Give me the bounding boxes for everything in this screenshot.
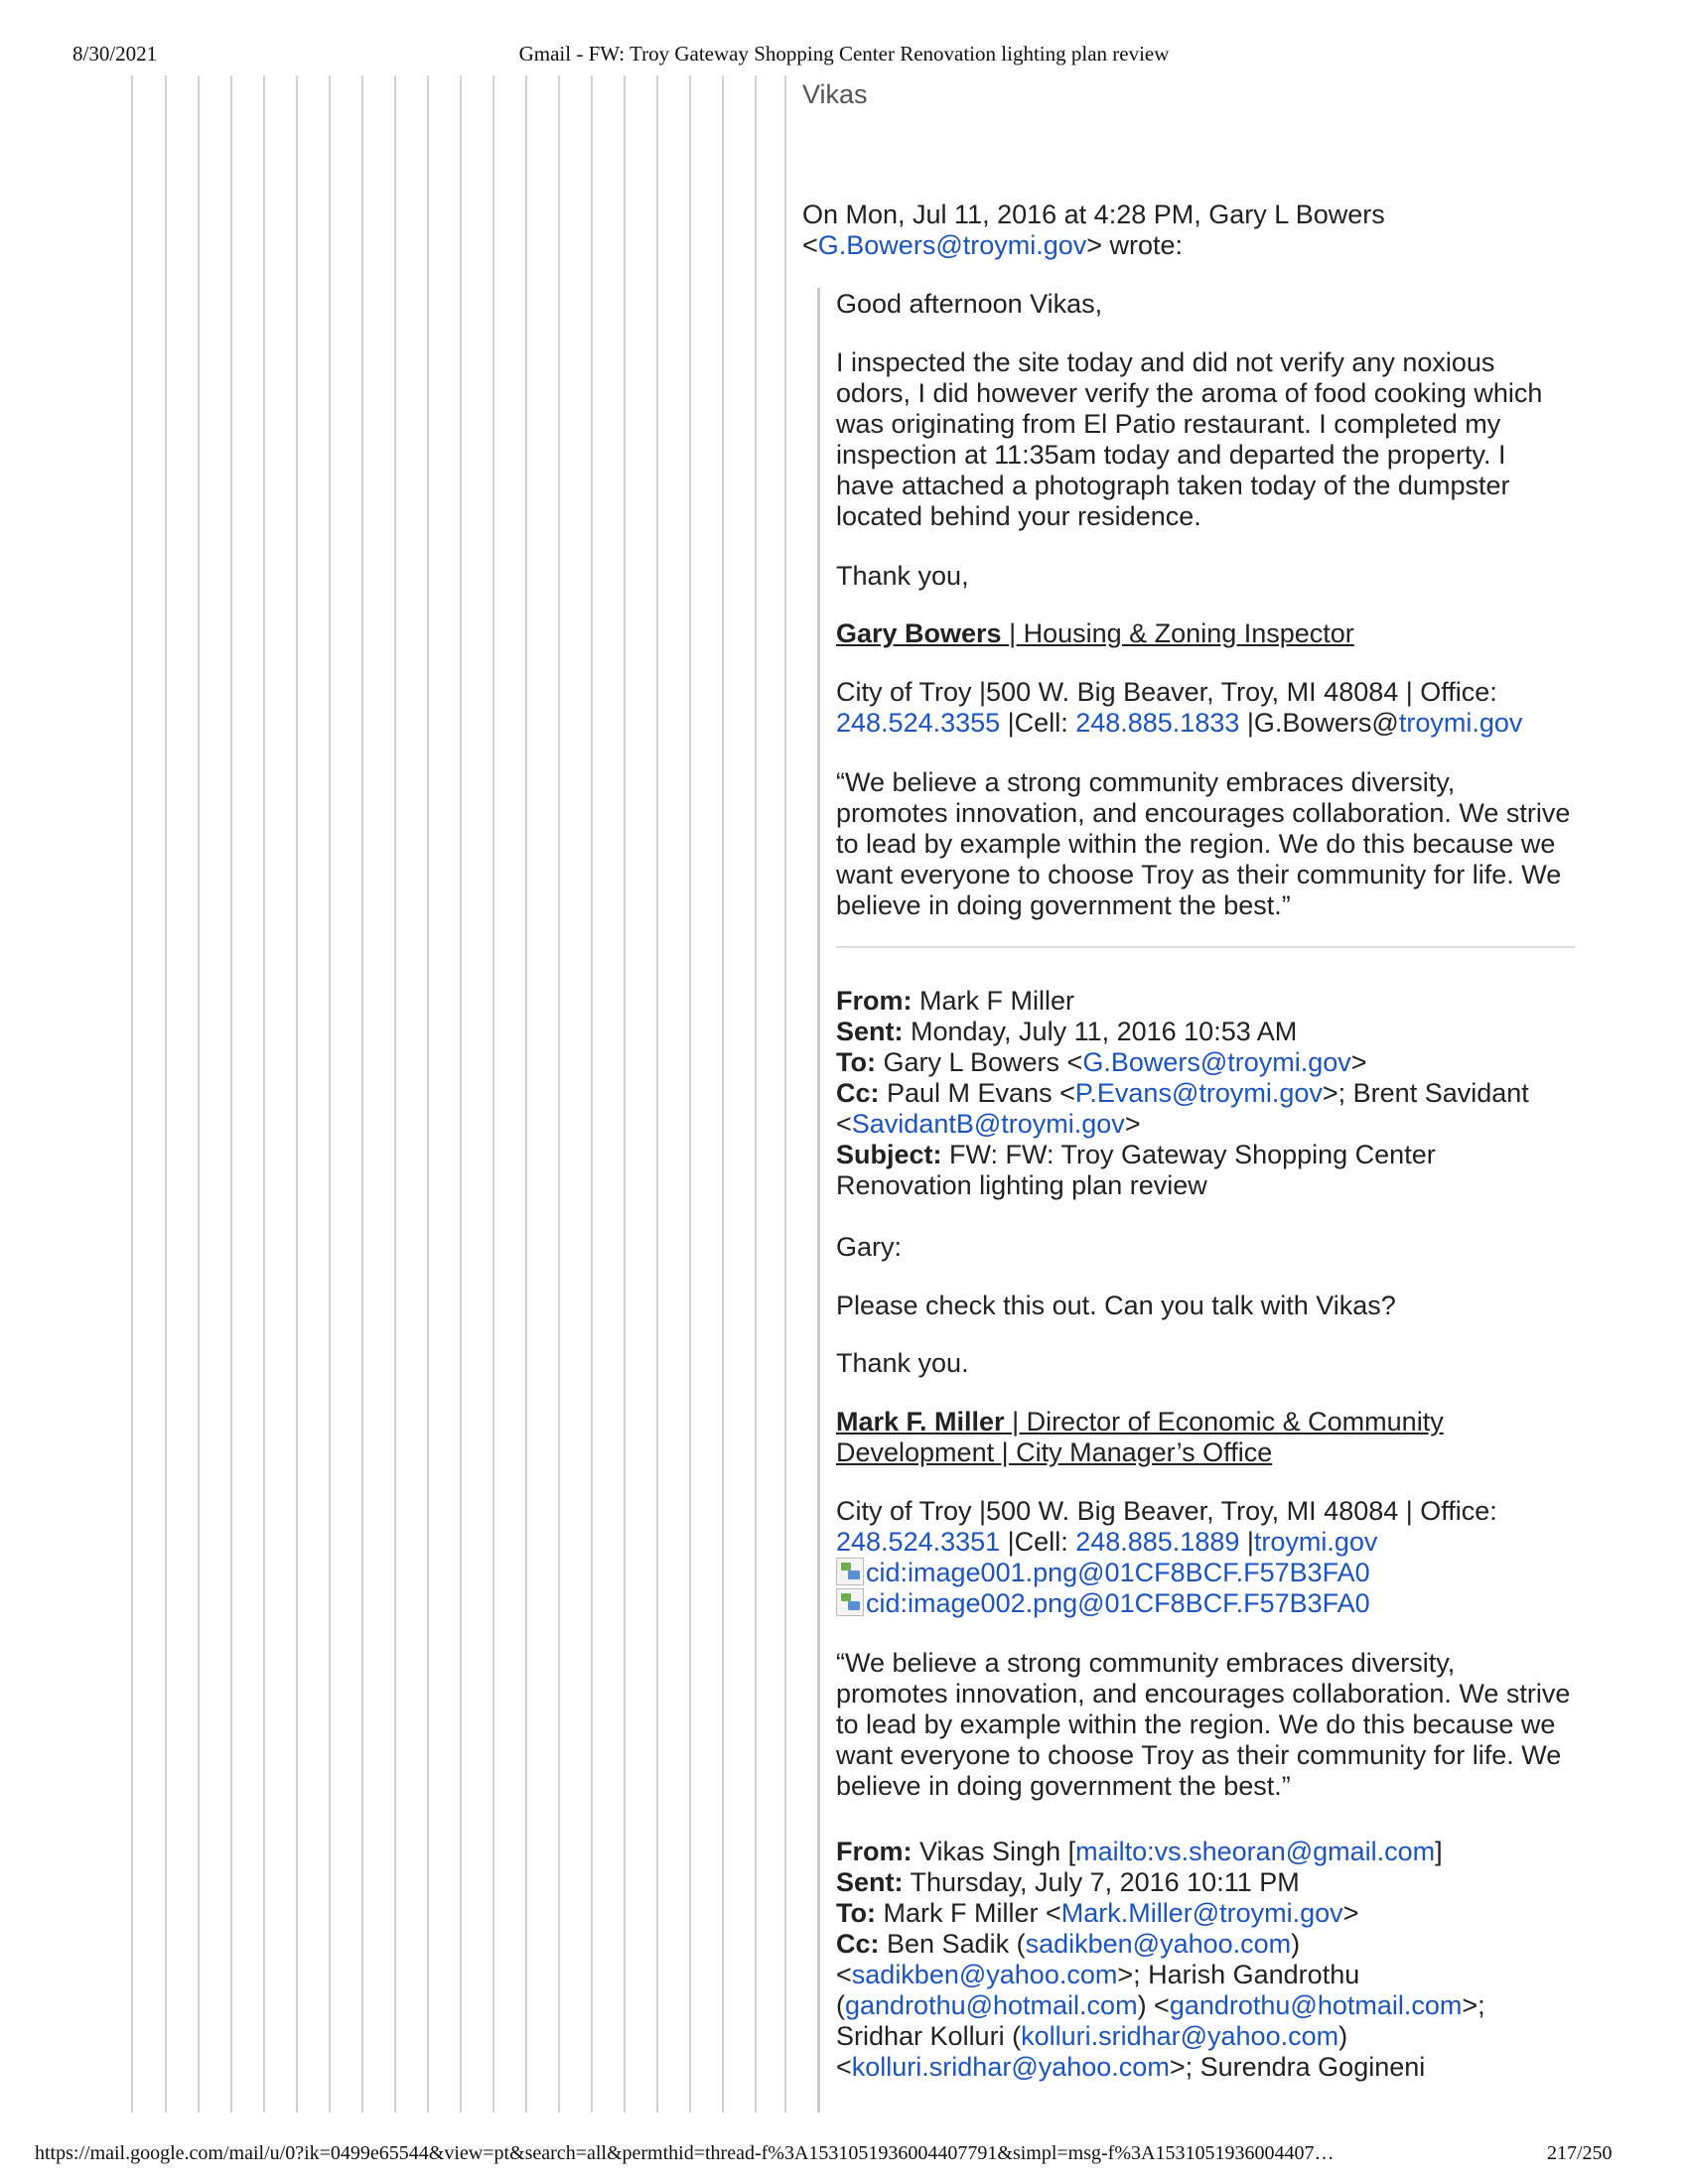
cc-email-link[interactable]: sadikben@yahoo.com [851,1960,1118,1989]
indent-line [329,75,331,2113]
singh-email-header [836,1837,1485,2083]
from-mailto-link[interactable]: mailto:vs.sheoran@gmail.com [1075,1837,1436,1866]
image-link[interactable]: cid:image001.png@01CF8BCF.F57B3FA0 [866,1558,1370,1587]
address: City of Troy |500 W. Big Beaver, Troy, MI 48084 | Office: [836,677,1497,707]
body-line: was originating from El Patio restaurant. I completed my [836,409,1501,439]
print-date: 8/30/2021 [72,42,158,66]
cc-lt: < [836,1109,852,1139]
indent-line [427,75,429,2113]
miller-contact [836,1496,1497,1619]
to-label: To: [836,1047,876,1077]
cc-name: Ben Sadik ( [879,1929,1026,1959]
cell-label: |Cell: [1000,708,1076,738]
quote-line: promotes innovation, and encourages collaboration. We strive [836,798,1571,828]
indent-line [263,75,265,2113]
indent-line [394,75,396,2113]
to-email-link[interactable]: Mark.Miller@troymi.gov [1060,1898,1343,1928]
from-value: Mark F Miller [912,986,1074,1016]
divider [836,946,1575,948]
attribution-tail: > wrote: [1086,230,1184,260]
indent-line [198,75,200,2113]
miller-email-header [836,986,1529,1201]
page-number: 217/250 [1547,2142,1613,2164]
signoff-name: Vikas [802,79,868,109]
quote-bar [817,288,820,2113]
attribution-lt: < [802,230,818,260]
cc-mid: >; Brent Savidant [1322,1078,1529,1108]
to-close: > [1342,1898,1359,1928]
cc-lt: < [836,2052,852,2082]
cc-email-link[interactable]: kolluri.sridhar@yahoo.com [1021,2021,1339,2051]
print-title: Gmail - FW: Troy Gateway Shopping Center Renovation lighting plan review [518,42,1170,66]
cc-name: Paul M Evans < [879,1078,1075,1108]
signature-name: Gary Bowers [836,618,1010,648]
cc-name: Sridhar Kolluri ( [836,2021,1022,2051]
cc-email-link[interactable]: P.Evans@troymi.gov [1074,1078,1323,1108]
subject-value: FW: FW: Troy Gateway Shopping Center [941,1140,1436,1169]
miller-body: Please check this out. Can you talk with Vikas? [836,1291,1396,1320]
cell-label: |Cell: [1000,1527,1076,1557]
body-line: located behind your residence. [836,501,1201,531]
cc-email-link[interactable]: kolluri.sridhar@yahoo.com [851,2052,1170,2082]
cc-email-link[interactable]: gandrothu@hotmail.com [845,1990,1138,2020]
sent-label: Sent: [836,1017,904,1046]
body-line: I inspected the site today and did not verify any noxious [836,347,1495,377]
cc-close: > [1124,1109,1141,1139]
indent-line [361,75,363,2113]
quote-line: promotes innovation, and encourages collaboration. We strive [836,1679,1571,1708]
cc-mid: >; Harish Gandrothu [1117,1960,1360,1989]
from-label: From: [836,986,913,1016]
indent-line [296,75,298,2113]
from-label: From: [836,1837,913,1866]
cc-lt: < [836,1960,852,1989]
to-email-link[interactable]: G.Bowers@troymi.gov [1082,1047,1351,1077]
office-phone-link[interactable]: 248.524.3355 [836,708,1001,738]
cc-label: Cc: [836,1078,880,1108]
bowers-greeting: Good afternoon Vikas, [836,289,1103,319]
cc-close: ) [1338,2021,1348,2051]
to-name: Mark F Miller < [875,1898,1061,1928]
quote-line: to lead by example within the region. We do this because we [836,829,1556,859]
cc-label: Cc: [836,1929,880,1959]
bowers-contact [836,677,1522,739]
cc-close: ) [1291,1929,1301,1959]
broken-image-icon [836,1558,864,1585]
body-line: odors, I did however verify the aroma of food cooking which [836,378,1543,408]
sent-value: Monday, July 11, 2016 10:53 AM [903,1017,1298,1046]
indent-line [689,75,691,2113]
subject-label: Subject: [836,1140,942,1169]
cell-phone-link[interactable]: 248.885.1833 [1075,708,1240,738]
attribution-email-link[interactable]: G.Bowers@troymi.gov [817,230,1087,260]
cc-email-link[interactable]: gandrothu@hotmail.com [1169,1990,1463,2020]
indent-line [591,75,593,2113]
from-close: ] [1435,1837,1443,1866]
quote-line: believe in doing government the best.” [836,890,1291,920]
separator: | [1239,1527,1254,1557]
from-name: Vikas Singh [ [912,1837,1076,1866]
address: City of Troy |500 W. Big Beaver, Troy, MI 48084 | Office: [836,1496,1497,1526]
cell-phone-link[interactable]: 248.885.1889 [1075,1527,1240,1557]
quote-line: want everyone to choose Troy as their community for life. We [836,1740,1562,1770]
website-link[interactable]: troymi.gov [1253,1527,1378,1557]
print-url: https://mail.google.com/mail/u/0?ik=0499e65544&view=pt&search=all&permthid=thread-f%3A1531051936004407791&simpl=msg-f%3A1531051936004407… [35,2142,1335,2164]
domain-link[interactable]: troymi.gov [1398,708,1523,738]
miller-thanks: Thank you. [836,1348,969,1378]
bowers-mission-quote [836,767,1570,921]
attribution-text: On Mon, Jul 11, 2016 at 4:28 PM, Gary L Bowers [802,200,1385,229]
subject-value-cont: Renovation lighting plan review [836,1170,1207,1200]
cc-email-link[interactable]: sadikben@yahoo.com [1025,1929,1292,1959]
quote-line: “We believe a strong community embraces diversity, [836,767,1456,797]
email-prefix: |G.Bowers@ [1239,708,1399,738]
indent-line [492,75,494,2113]
to-close: > [1350,1047,1367,1077]
indent-line [656,75,658,2113]
miller-mission-quote [836,1648,1570,1802]
cc-open: ( [836,1990,845,2020]
indent-line [230,75,232,2113]
bowers-thanks: Thank you, [836,561,969,591]
signature-title: | Director of Economic & Community [1012,1407,1444,1436]
indent-line [460,75,462,2113]
indent-line [558,75,560,2113]
cc-mid: ) < [1137,1990,1170,2020]
body-line: inspection at 11:35am today and departed the property. I [836,440,1506,470]
to-name: Gary L Bowers < [875,1047,1083,1077]
signature-title: | Housing & Zoning Inspector [1009,618,1354,648]
signature-title-cont: Development | City Manager’s Office [836,1437,1273,1467]
indent-line [525,75,527,2113]
miller-greeting: Gary: [836,1232,903,1262]
cc-email-link[interactable]: SavidantB@troymi.gov [851,1109,1125,1139]
sent-value: Thursday, July 7, 2016 10:11 PM [903,1867,1300,1897]
indent-line [624,75,626,2113]
quote-line: want everyone to choose Troy as their community for life. We [836,860,1562,889]
indent-line [722,75,724,2113]
image-link[interactable]: cid:image002.png@01CF8BCF.F57B3FA0 [866,1588,1370,1618]
quote-attribution [802,200,1385,261]
bowers-signature [836,618,1354,649]
miller-signature [836,1407,1444,1468]
body-line: have attached a photograph taken today of the dumpster [836,471,1510,500]
office-phone-link[interactable]: 248.524.3351 [836,1527,1001,1557]
indent-line [131,75,133,2113]
cc-tail: >; Surendra Gogineni [1169,2052,1426,2082]
quote-line: believe in doing government the best.” [836,1771,1291,1801]
cc-close: >; [1462,1990,1485,2020]
sent-label: Sent: [836,1867,904,1897]
quote-line: “We believe a strong community embraces diversity, [836,1648,1456,1678]
signature-name: Mark F. Miller [836,1407,1013,1436]
indent-line [165,75,167,2113]
indent-line [784,75,786,2113]
to-label: To: [836,1898,876,1928]
indent-line [755,75,757,2113]
bowers-body [836,347,1542,532]
broken-image-icon [836,1588,864,1616]
quote-line: to lead by example within the region. We do this because we [836,1709,1556,1739]
